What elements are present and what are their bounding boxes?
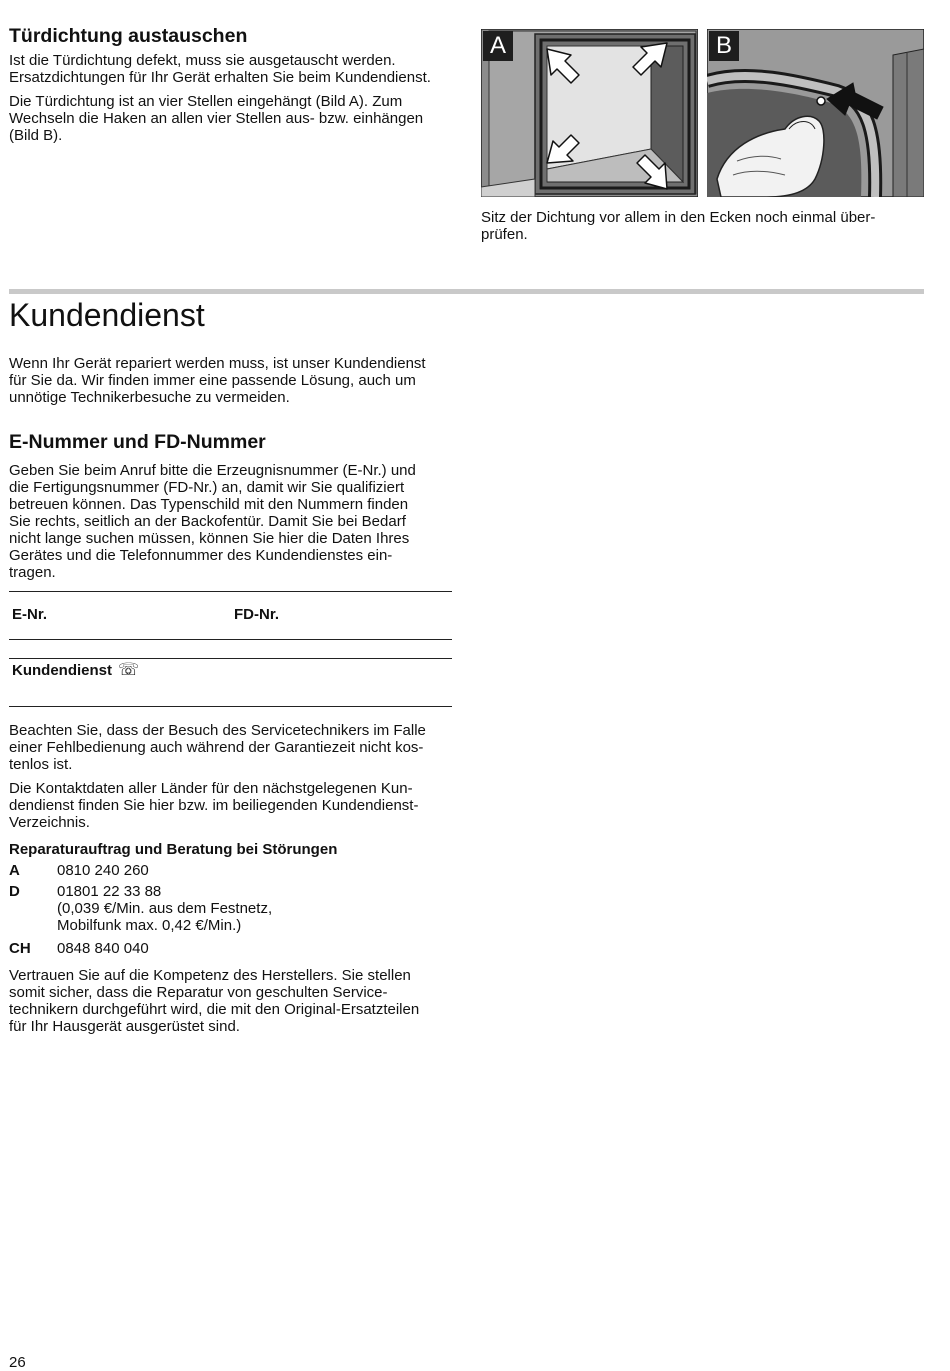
- figure-b-label: B: [709, 31, 739, 61]
- form-line: [9, 658, 452, 659]
- door-seal-paragraph-1: Ist die Türdichtung defekt, muss sie ausgetauscht werden. Ersatzdichtungen für Ihr Gerät erhalten Sie beim Kundendienst.: [9, 52, 431, 86]
- figure-b-seal-hook: [707, 29, 924, 197]
- subsection-title-numbers: E-Nummer und FD-Nummer: [9, 431, 266, 453]
- form-line: [9, 591, 452, 592]
- phone-number: 01801 22 33 88 (0,039 €/Min. aus dem Festnetz, Mobilfunk max. 0,42 €/Min.): [57, 883, 273, 934]
- form-line: [9, 639, 452, 640]
- section-title-door-seal: Türdichtung austauschen: [9, 25, 248, 47]
- service-intro: Wenn Ihr Gerät repariert werden muss, ist unser Kundendienst für Sie da. Wir finden immer eine passende Lösung, auch um unnötige Technikerbesuche zu vermeiden.: [9, 355, 426, 406]
- numbers-paragraph: Geben Sie beim Anruf bitte die Erzeugnisnummer (E-Nr.) und die Fertigungsnummer (FD-Nr.) an, damit wir Sie qualifiziert betreuen können. Das Typenschild mit den Nummern finden Sie rechts, seitlich an der Backofentür. Damit Sie bei Bedarf nicht lange suchen müssen, können Sie hier die Daten Ihres Gerätes und die Telefonnummer des Kundendienstes ein- tragen.: [9, 462, 416, 581]
- section-title-service: Kundendienst: [9, 297, 205, 333]
- country-code: CH: [9, 940, 31, 957]
- country-code: D: [9, 883, 20, 900]
- figure-b-illustration: [707, 29, 924, 197]
- phone-number: 0810 240 260: [57, 862, 149, 879]
- service-phone-field-label: Kundendienst: [12, 662, 112, 679]
- warranty-note: Beachten Sie, dass der Besuch des Servicetechnikers im Falle einer Fehlbedienung auch während der Garantiezeit nicht kos- tenlos ist.: [9, 722, 426, 773]
- figure-a-illustration: [481, 29, 698, 197]
- figure-caption: Sitz der Dichtung vor allem in den Ecken noch einmal über- prüfen.: [481, 209, 876, 243]
- figure-a-label: A: [483, 31, 513, 61]
- door-seal-paragraph-2: Die Türdichtung ist an vier Stellen eingehängt (Bild A). Zum Wechseln die Haken an allen vier Stellen aus- bzw. einhängen (Bild B).: [9, 93, 424, 144]
- phone-number: 0848 840 040: [57, 940, 149, 957]
- form-line: [9, 706, 452, 707]
- figure-a-oven-door-seal: [481, 29, 698, 197]
- enr-field-label: E-Nr.: [12, 606, 48, 623]
- fdnr-field-label: FD-Nr.: [234, 606, 279, 623]
- page-number: 26: [9, 1354, 26, 1371]
- contact-directory-note: Die Kontaktdaten aller Länder für den nächstgelegenen Kun- dendienst finden Sie hier bzw. im beiliegenden Kundendienst- Verzeichnis.: [9, 780, 419, 831]
- repair-heading: Reparaturauftrag und Beratung bei Störungen: [9, 841, 338, 858]
- trust-paragraph: Vertrauen Sie auf die Kompetenz des Herstellers. Sie stellen somit sicher, dass die Reparatur von geschulten Service- technikern durchgeführt wird, die mit den Original-Ersatzteilen für Ihr Hausgerät ausgerüstet sind.: [9, 967, 420, 1035]
- country-code: A: [9, 862, 20, 879]
- phone-icon: ☏: [118, 660, 140, 679]
